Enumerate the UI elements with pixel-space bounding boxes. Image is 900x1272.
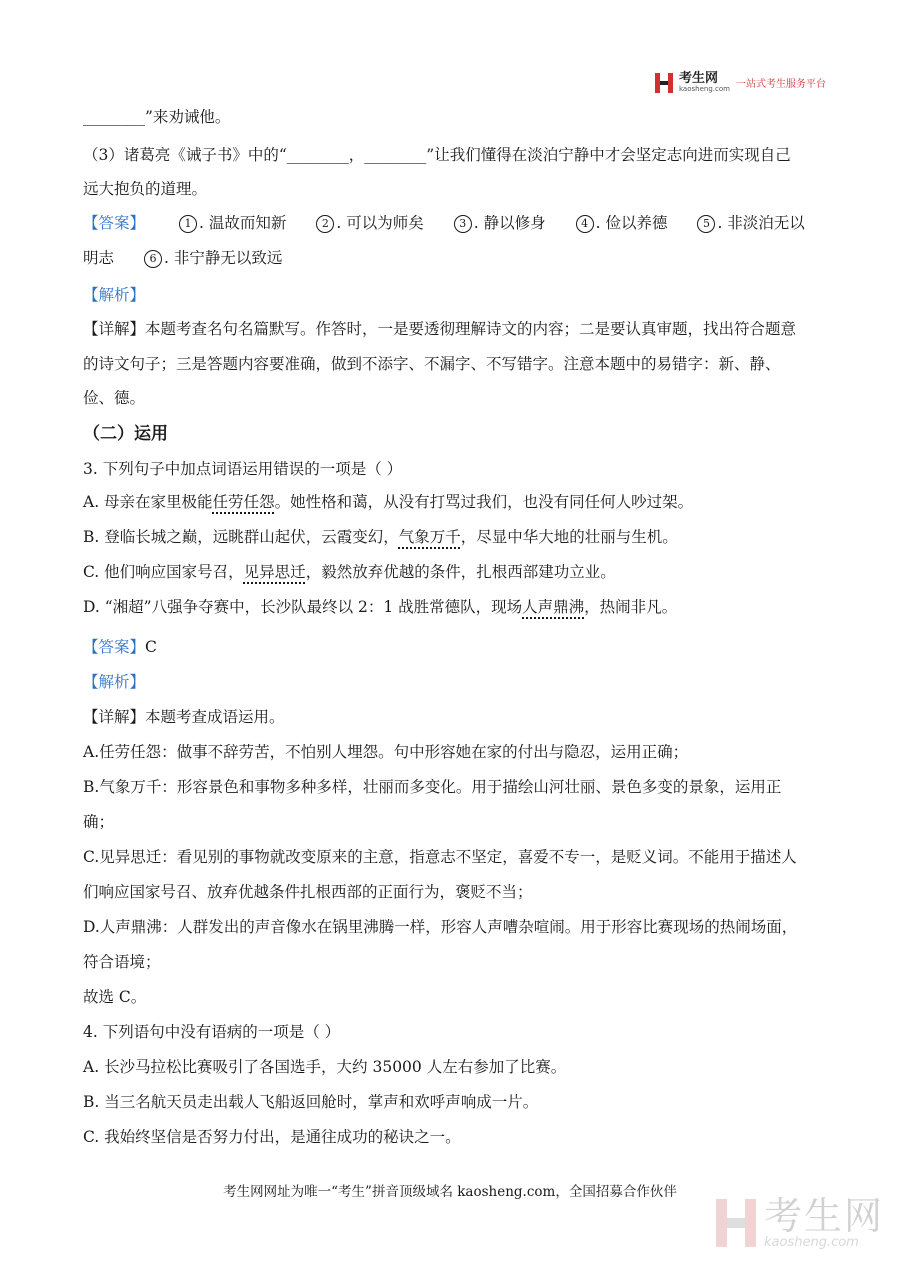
line-1: ________”来劝诫他。 (83, 108, 231, 126)
explain-b-2: 确； (83, 813, 115, 831)
explain-d-1: D.人声鼎沸：人群发出的声音像水在锅里沸腾一样，形容人声嘈杂喧闹。用于形容比赛现场的热闹场面， (83, 918, 798, 936)
detail-1-line-2: 的诗文句子；三是答题内容要准确，做到不添字、不漏字、不写错字。注意本题中的易错字：新、静、 (83, 355, 781, 373)
watermark-logo-icon (716, 1199, 756, 1247)
answer-1-line (83, 213, 805, 233)
explain-c-1: C.见异思迁：看见别的事物就改变原来的主意，指意志不坚定，喜爱不专一，是贬义词。不能用于描述人 (83, 848, 797, 866)
watermark (716, 1196, 884, 1250)
answer-1-item-2: 2 . 可以为师矣 (316, 214, 423, 232)
line-2: （3）诸葛亮《诫子书》中的“________，________”让我们懂得在淡泊宁静中才会坚定志向进而实现自己 (83, 146, 791, 164)
question-4-option-c: C. 我始终坚信是否努力付出，是通往成功的秘诀之一。 (83, 1128, 461, 1146)
circled-number: 3 (454, 215, 472, 233)
watermark-sub: kaosheng.com (764, 1235, 859, 1250)
page-footer: 考生网网址为唯一“考生”拼音顶级域名 kaosheng.com，全国招募合作伙伴 (223, 1184, 677, 1200)
circled-number: 5 (697, 215, 715, 233)
header-slogan: 一站式考生服务平台 (735, 79, 826, 90)
logo-text (679, 72, 730, 93)
question-3-option-c: C. 他们响应国家号召，见异思迁，毅然放弃优越的条件，扎根西部建功立业。 (83, 563, 616, 581)
logo-main: 考生网 (679, 71, 719, 86)
watermark-text (764, 1196, 884, 1250)
answer-1-item-3: 3 . 静以修身 (454, 214, 546, 232)
explain-a: A.任劳任怨：做事不辞劳苦，不怕别人埋怨。句中形容她在家的付出与隐忍，运用正确； (83, 743, 689, 761)
line-3: 远大抱负的道理。 (83, 180, 208, 198)
detail-1-line-3: 俭、德。 (83, 389, 146, 407)
choose-answer: 故选 C。 (83, 988, 147, 1006)
dotted-word: 气象万千 (398, 528, 461, 546)
answer-1-item-6: 6 . 非宁静无以致远 (144, 249, 282, 267)
answer-2: 【答案】C (83, 638, 157, 656)
dotted-word: 人声鼎沸 (522, 598, 585, 616)
detail-1-line-1: 【详解】本题考查名句名篇默写。作答时，一是要透彻理解诗文的内容；二是要认真审题，找出符合题意 (83, 320, 797, 338)
dotted-word: 见异思迁 (243, 563, 306, 581)
answer-1-item-4: 4 . 俭以养德 (576, 214, 668, 232)
watermark-main: 考生网 (764, 1194, 885, 1238)
question-3: 3. 下列句子中加点词语运用错误的一项是（ ） (83, 460, 403, 478)
question-4-option-a: A. 长沙马拉松比赛吸引了各国选手，大约 35000 人左右参加了比赛。 (83, 1058, 567, 1076)
circled-number: 6 (144, 250, 162, 268)
circled-number: 2 (316, 215, 334, 233)
logo-sub: kaosheng.com (679, 85, 730, 93)
analysis-tag-2: 【解析】 (83, 673, 146, 691)
analysis-tag-1: 【解析】 (83, 286, 146, 304)
question-3-option-b: B. 登临长城之巅，远眺群山起伏，云霞变幻，气象万千，尽显中华大地的壮丽与生机。 (83, 528, 678, 546)
section-heading: （二）运用 (83, 424, 168, 444)
question-3-option-a: A. 母亲在家里极能任劳任怨。她性格和蔼，从没有打骂过我们，也没有同任何人吵过架。 (83, 493, 694, 511)
kaosheng-logo-icon (655, 73, 673, 93)
answer-1-item-5: 5 . 非淡泊无以 (697, 214, 804, 232)
circled-number: 1 (179, 215, 197, 233)
explain-d-2: 符合语境； (83, 953, 161, 971)
question-4: 4. 下列语句中没有语病的一项是（ ） (83, 1023, 341, 1041)
circled-number: 4 (576, 215, 594, 233)
answer-1-line-2: 明志 6 . 非宁静无以致远 (83, 249, 283, 267)
answer-tag: 【答案】 (83, 214, 146, 232)
question-3-option-d: D. “湘超”八强争夺赛中，长沙队最终以 2：1 战胜常德队，现场人声鼎沸，热闹非凡。 (83, 598, 678, 616)
answer-1-item-1: 1 . 温故而知新 (179, 214, 286, 232)
explain-b-1: B.气象万千：形容景色和事物多种多样，壮丽而多变化。用于描绘山河壮丽、景色多变的景象，运用正 (83, 778, 782, 796)
site-header (655, 72, 826, 93)
dotted-word: 任劳任怨 (212, 493, 275, 511)
question-4-option-b: B. 当三名航天员走出载人飞船返回舱时，掌声和欢呼声响成一片。 (83, 1093, 539, 1111)
explain-c-2: 们响应国家号召、放弃优越条件扎根西部的正面行为，褒贬不当； (83, 883, 533, 901)
detail-2-line-1: 【详解】本题考查成语运用。 (83, 708, 285, 726)
